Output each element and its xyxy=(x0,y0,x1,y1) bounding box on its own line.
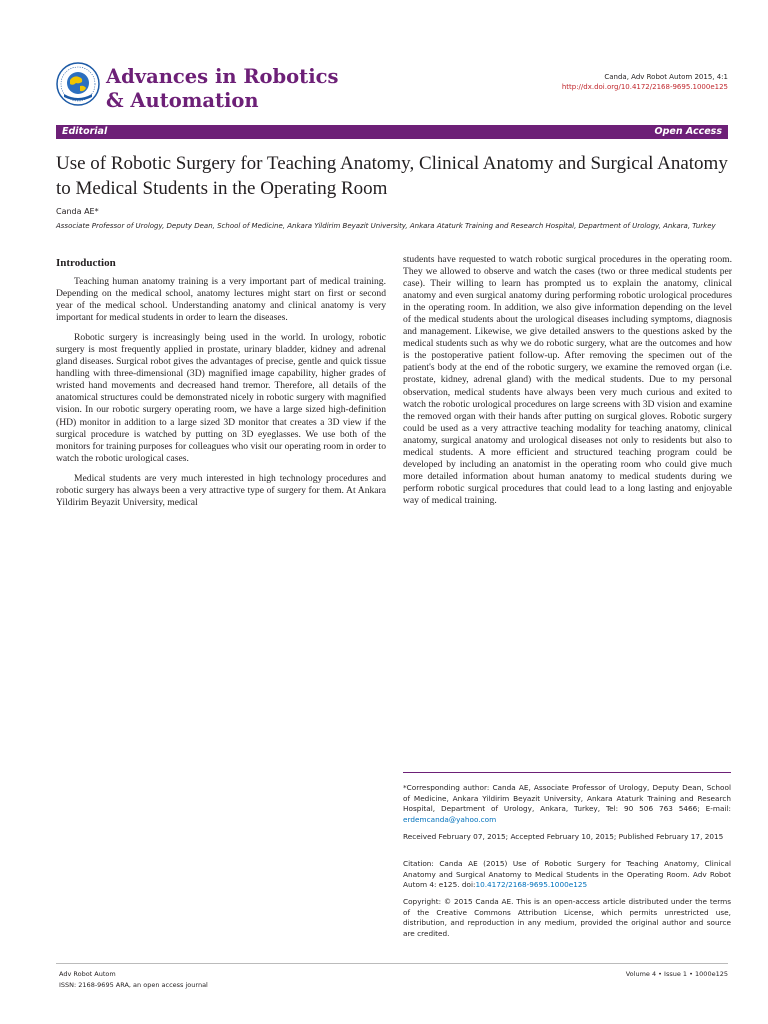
corresponding-author-note xyxy=(403,783,731,825)
body-paragraph: Teaching human anatomy training is a very important part of medical training. Depending on the medical school, anatomy lectures might start on first or second year of the medical school. Understanding anatomy and clinical anatomy is very important for medical students in order to learn the diseases. xyxy=(56,276,386,324)
body-column-left xyxy=(56,256,386,517)
footnote-divider xyxy=(403,772,731,773)
footer-journal-abbrev: Adv Robot Autom xyxy=(59,970,116,978)
body-paragraph: Robotic surgery is increasingly being used in the world. In urology, robotic surgery is most frequently applied in prostate, urinary bladder, kidney and adrenal gland diseases. Surgical robot gives the advantages of precise, gentle and quick tissue handling with three-dimensional (3D) magnified image capability, higher grades of wristed hand movements and decreased hand tremor. Therefore, all details of the anatomical structures could be demonstrated nicely in robotic surgery with magnified vision. In our robotic surgery operating room, we have a large sized high-definition (HD) monitor in addition to a large sized 3D monitor that creates a 3D view if the surgical procedure is watched by putting on 3D eyeglasses. We use both of the monitors for training purposes for colleagues who visit our operating room in order to watch the robotic urological cases. xyxy=(56,332,386,464)
article-type-bar xyxy=(56,125,728,139)
author-name: Canda AE* xyxy=(56,207,99,216)
citation-short: Canda, Adv Robot Autom 2015, 4:1 xyxy=(604,73,728,81)
footer-divider xyxy=(56,963,728,964)
doi-link[interactable]: http://dx.doi.org/10.4172/2168-9695.1000e125 xyxy=(561,83,728,91)
author-affiliation: Associate Professor of Urology, Deputy Dean, School of Medicine, Ankara Yildirim Beyazit University, Ankara Ataturk Training and Research Hospital, Department of Urology, Ankara, Turkey xyxy=(56,222,716,230)
article-title: Use of Robotic Surgery for Teaching Anatomy, Clinical Anatomy and Surgical Anatomy to Medical Students in the Operating Room xyxy=(56,153,728,199)
citation-note xyxy=(403,859,731,891)
footer-volume-info: Volume 4 • Issue 1 • 1000e125 xyxy=(625,970,728,978)
section-heading: Introduction xyxy=(56,257,116,269)
journal-logo-icon xyxy=(56,62,100,106)
footer-issn: ISSN: 2168-9695 ARA, an open access journal xyxy=(59,981,208,989)
citation-doi-link[interactable]: 10.4172/2168-9695.1000e125 xyxy=(475,880,588,889)
citation-text: Citation: Canda AE (2015) Use of Robotic Surgery for Teaching Anatomy, Clinical Anatomy and Surgical Anatomy to Medical Students in the Operating Room. Adv Robot Autom 4: e125. doi: xyxy=(403,859,731,889)
body-paragraph: Medical students are very much interested in high technology procedures and robotic surgery has always been a very attractive type of surgery for them. At Ankara Yildirim Beyazit University, medical xyxy=(56,472,386,508)
received-dates: Received February 07, 2015; Accepted February 10, 2015; Published February 17, 2015 xyxy=(403,832,724,841)
journal-title[interactable] xyxy=(106,65,406,113)
copyright-note: Copyright: © 2015 Canda AE. This is an open-access article distributed under the terms of the Creative Commons Attribution License, which permits unrestricted use, distribution, and reproduction in any medium, provided the original author and source are credited. xyxy=(403,897,731,938)
footer-journal-info xyxy=(59,969,208,991)
body-column-right xyxy=(403,254,732,515)
header-citation xyxy=(562,72,728,92)
journal-title-line1: Advances in Robotics xyxy=(106,65,339,88)
open-access-label: Open Access xyxy=(654,126,722,137)
journal-title-line2: & Automation xyxy=(106,89,259,112)
body-paragraph: students have requested to watch robotic surgical procedures in the operating room. They we allowed to observe and watch the cases (two or three medical students per case). Their willing to learn has prompted us to explain the anatomy, clinical anatomy and even surgical anatomy during performing robotic urological procedures in the operating room. In addition, we also give information depending on the level of the medical students about the urological diseases including symptoms, diagnosis and management. Likewise, we give detailed answers to the questions asked by the medical students such as why we do robotic surgery, what are the outcomes and how is the postoperative patient follow-up. After removing the specimen out of the patient's body at the end of the robotic surgery, we examine the removed organ (i.e. prostate, kidney, adrenal gland) with the medical students. Due to my personal observation, medical students have always been very much curious and exited to watch the robotic urological procedures on large screens with 3D vision and examine the removed organ with their hands after putting on surgical gloves. Robotic surgery could be used as a very attractive teaching modality for teaching anatomy, clinical anatomy, surgical anatomy and urological diseases not only to residents but also to medical students. A more efficient and structured teaching program could be developed by including an anatomist in the operating room who could give much more detailed information about human anatomy to medical students during we perform robotic surgical procedures that could lead to a long lasting and enjoyable way of medical training. xyxy=(403,254,732,506)
corresponding-author-text: *Corresponding author: Canda AE, Associate Professor of Urology, Deputy Dean, School of Medicine, Ankara Yildirim Beyazit University, Ankara Ataturk Training and Research Hospital, Department of Urology, Ankara, Turkey, Tel: 90 506 763 5466; E-mail: xyxy=(403,783,731,813)
email-link[interactable]: erdemcanda@yahoo.com xyxy=(403,814,497,824)
article-type-label: Editorial xyxy=(62,126,108,137)
